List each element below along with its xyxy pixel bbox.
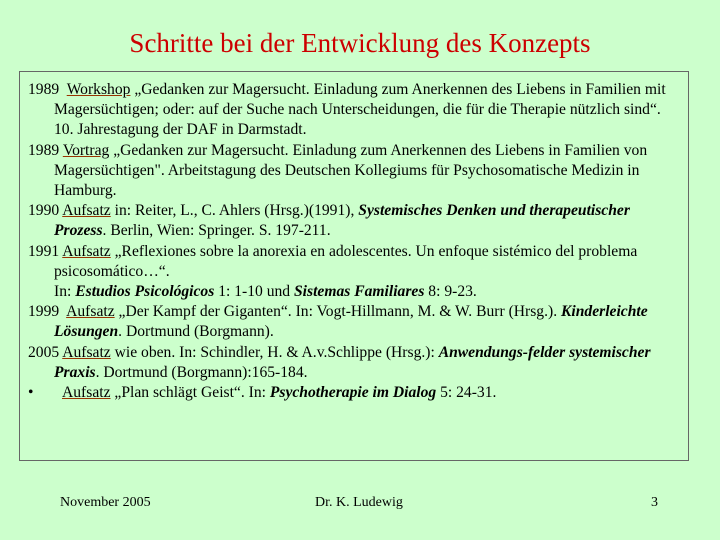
entry-title: Sistemas Familiares	[294, 283, 425, 301]
entry-text: . Dortmund (Borgmann):165-184.	[95, 363, 308, 381]
entry-text-cont: In: Estudios Psicológicos 1: 1-10 und Sistemas Familiares 8: 9-23.	[54, 283, 477, 301]
entry-link[interactable]: Aufsatz	[62, 384, 111, 402]
list-item	[28, 242, 682, 303]
slide-title: Schritte bei der Entwicklung des Konzepts	[129, 28, 591, 58]
bullet-icon: •	[28, 384, 34, 402]
entry-year: 1991	[28, 242, 60, 260]
entry-text: 5: 24-31.	[436, 384, 497, 402]
entry-text: wie oben. In: Schindler, H. & A.v.Schlippe (Hrsg.):	[110, 343, 439, 361]
entry-year: 1990	[28, 202, 60, 220]
entry-year: 1989	[28, 81, 60, 98]
list-item	[28, 201, 682, 241]
entry-link[interactable]: Aufsatz	[62, 202, 111, 220]
list-item	[28, 343, 682, 383]
entry-text: . Berlin, Wien: Springer. S. 197-211.	[102, 222, 331, 240]
entry-title: Anwendungs-felder systemischer Praxis	[54, 343, 651, 381]
entry-year: 1999	[28, 303, 60, 321]
entry-text: „Reflexiones sobre la anorexia en adolescentes. Un enfoque sistémico del problema psicosomático…“.	[54, 242, 638, 280]
entry-title: Kinderleichte Lösungen	[54, 303, 648, 341]
entry-link[interactable]: Aufsatz	[62, 343, 111, 361]
footer-author: Dr. K. Ludewig	[315, 495, 403, 510]
list-item	[28, 302, 682, 342]
entry-text: . Dortmund (Borgmann).	[118, 323, 274, 341]
entry-year: 2005	[28, 343, 60, 361]
entry-text: in: Reiter, L., C. Ahlers (Hrsg.)(1991),	[110, 202, 359, 220]
entry-link[interactable]: Workshop	[66, 81, 131, 98]
entry-text-cont: 10. Jahrestagung der DAF in Darmstadt.	[54, 121, 307, 139]
entry-link[interactable]: Vortrag	[62, 141, 110, 159]
entry-text: „Der Kampf der Giganten“. In: Vogt-Hillmann, M. & W. Burr (Hrsg.).	[114, 303, 561, 321]
entry-link[interactable]: Aufsatz	[62, 242, 111, 260]
entry-link[interactable]: Aufsatz	[66, 303, 115, 321]
list-item	[28, 383, 682, 403]
footer-date: November 2005	[60, 495, 151, 510]
list-item	[28, 141, 682, 202]
entry-text: „Gedanken zur Magersucht. Einladung zum Anerkennen des Liebens in Familien von Magersüchtigen". Arbeitstagung des Deutschen Kollegiums für Psychosomatische Medizin in Hamburg.	[54, 141, 648, 200]
entry-title: Estudios Psicológicos	[75, 283, 215, 301]
references-box	[19, 71, 689, 461]
entry-text: „Gedanken zur Magersucht. Einladung zum Anerkennen des Liebens in Familien mit Magersüchtigen; oder: auf der Suche nach Unterscheidungen, die für die Therapie nützlich sind“.	[54, 81, 666, 119]
page-number: 3	[651, 495, 658, 510]
list-item	[28, 80, 682, 141]
entry-year: 1989	[28, 141, 60, 159]
entry-text: „Plan schlägt Geist“. In:	[110, 384, 270, 402]
entry-title: Systemisches Denken und therapeutischer Prozess	[54, 202, 630, 240]
entry-title: Psychotherapie im Dialog	[269, 384, 437, 402]
